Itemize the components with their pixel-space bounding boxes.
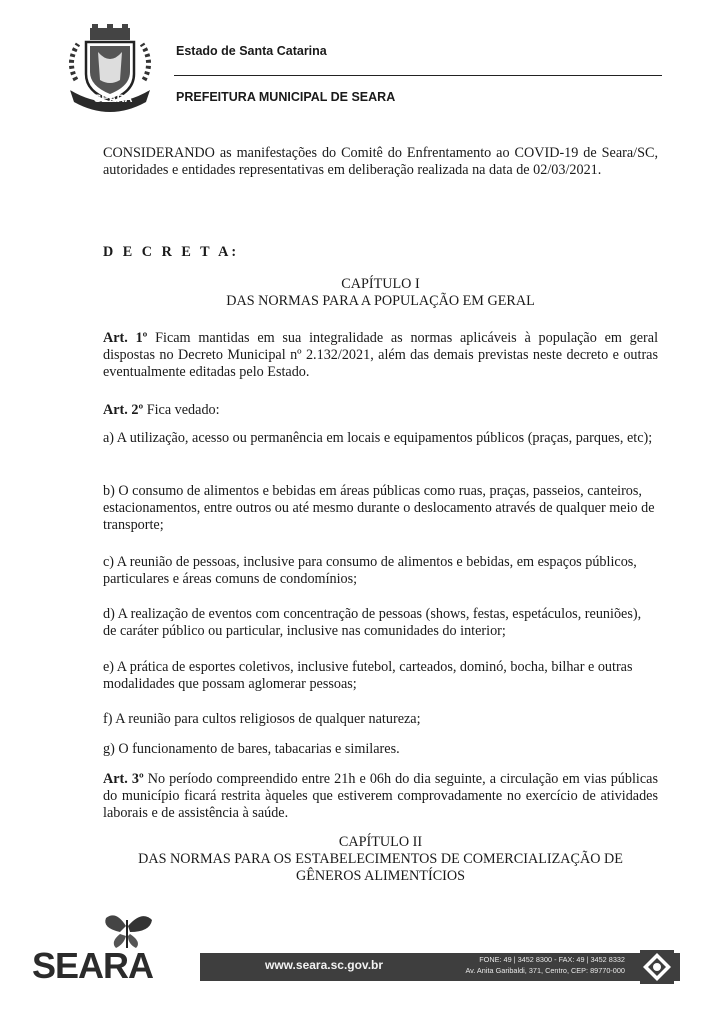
article-3 bbox=[103, 771, 658, 823]
butterfly-icon bbox=[105, 915, 152, 948]
list-item-b: b) O consumo de alimentos e bebidas em áreas públicas como ruas, praças, passeios, canteiros, estacionamentos, entre outros ou até mesmo durante o deslocamento através de qualquer meio de transporte; bbox=[103, 483, 655, 534]
list-item-f: f) A reunião para cultos religiosos de qualquer natureza; bbox=[103, 711, 421, 727]
footer-contact bbox=[420, 954, 625, 976]
article-1-label: Art. 1º bbox=[103, 330, 148, 346]
footer-phone: FONE: 49 | 3452 8300 - FAX: 49 | 3452 8332 bbox=[479, 955, 625, 964]
header-state: Estado de Santa Catarina bbox=[176, 44, 327, 58]
header-prefeitura: PREFEITURA MUNICIPAL DE SEARA bbox=[176, 90, 396, 104]
state-emblem-icon bbox=[640, 950, 674, 984]
considerando-paragraph: CONSIDERANDO as manifestações do Comitê do Enfrentamento ao COVID-19 de Seara/SC, autoridades e entidades representativas em deliberação realizada na data de 02/03/2021. bbox=[103, 145, 658, 179]
list-item-g: g) O funcionamento de bares, tabacarias e similares. bbox=[103, 741, 400, 757]
article-2 bbox=[103, 402, 658, 419]
list-item-c: c) A reunião de pessoas, inclusive para consumo de alimentos e bebidas, em espaços públicos, particulares e áreas comuns de condomínios; bbox=[103, 554, 637, 588]
article-1 bbox=[103, 330, 658, 382]
article-1-text: Ficam mantidas em sua integralidade as normas aplicáveis à população em geral dispostas no Decreto Municipal nº 2.132/2021, além das demais previstas neste decreto e outras eventualmente editadas pelo Estado. bbox=[103, 330, 659, 381]
article-2-label: Art. 2º bbox=[103, 402, 144, 418]
chapter-2-subtitle-line2: GÊNEROS ALIMENTÍCIOS bbox=[295, 868, 466, 884]
seara-logo bbox=[30, 908, 176, 984]
crest-year-left: 1927 bbox=[67, 86, 83, 93]
footer-website-link[interactable]: www.seara.sc.gov.br bbox=[265, 958, 384, 972]
chapter-1-title: CAPÍTULO I bbox=[341, 276, 420, 292]
seara-logo-text: SEARA bbox=[32, 945, 154, 984]
article-2-text: Fica vedado: bbox=[146, 402, 220, 418]
chapter-2-subtitle-line1: DAS NORMAS PARA OS ESTABELECIMENTOS DE COMERCIALIZAÇÃO DE bbox=[138, 851, 623, 867]
chapter-1-subtitle: DAS NORMAS PARA A POPULAÇÃO EM GERAL bbox=[226, 293, 535, 309]
chapter-2-title: CAPÍTULO II bbox=[338, 834, 423, 850]
crest-banner-text: SEARA bbox=[94, 93, 133, 105]
decreta-heading: D E C R E T A: bbox=[103, 244, 240, 260]
article-3-text: No período compreendido entre 21h e 06h do dia seguinte, a circulação em vias públicas do município ficará restrita àqueles que estiverem comprovadamente no exercício de atividades laborais e de assistência à saúde. bbox=[103, 771, 658, 822]
list-item-d: d) A realização de eventos com concentração de pessoas (shows, festas, espetáculos, reuniões), de caráter público ou particular, inclusive nas comunidades do interior; bbox=[103, 606, 642, 640]
footer-address: Av. Anita Garibaldi, 371, Centro, CEP: 89770-000 bbox=[465, 966, 625, 975]
article-3-label: Art. 3º bbox=[103, 771, 144, 787]
crest-year-right: 1954 bbox=[134, 86, 150, 93]
list-item-e: e) A prática de esportes coletivos, inclusive futebol, carteados, dominó, bocha, bilhar e outras modalidades que possam aglomerar pessoas; bbox=[103, 659, 633, 693]
list-item-a: a) A utilização, acesso ou permanência em locais e equipamentos públicos (praças, parques, etc); bbox=[103, 430, 653, 446]
header-divider bbox=[174, 75, 662, 76]
